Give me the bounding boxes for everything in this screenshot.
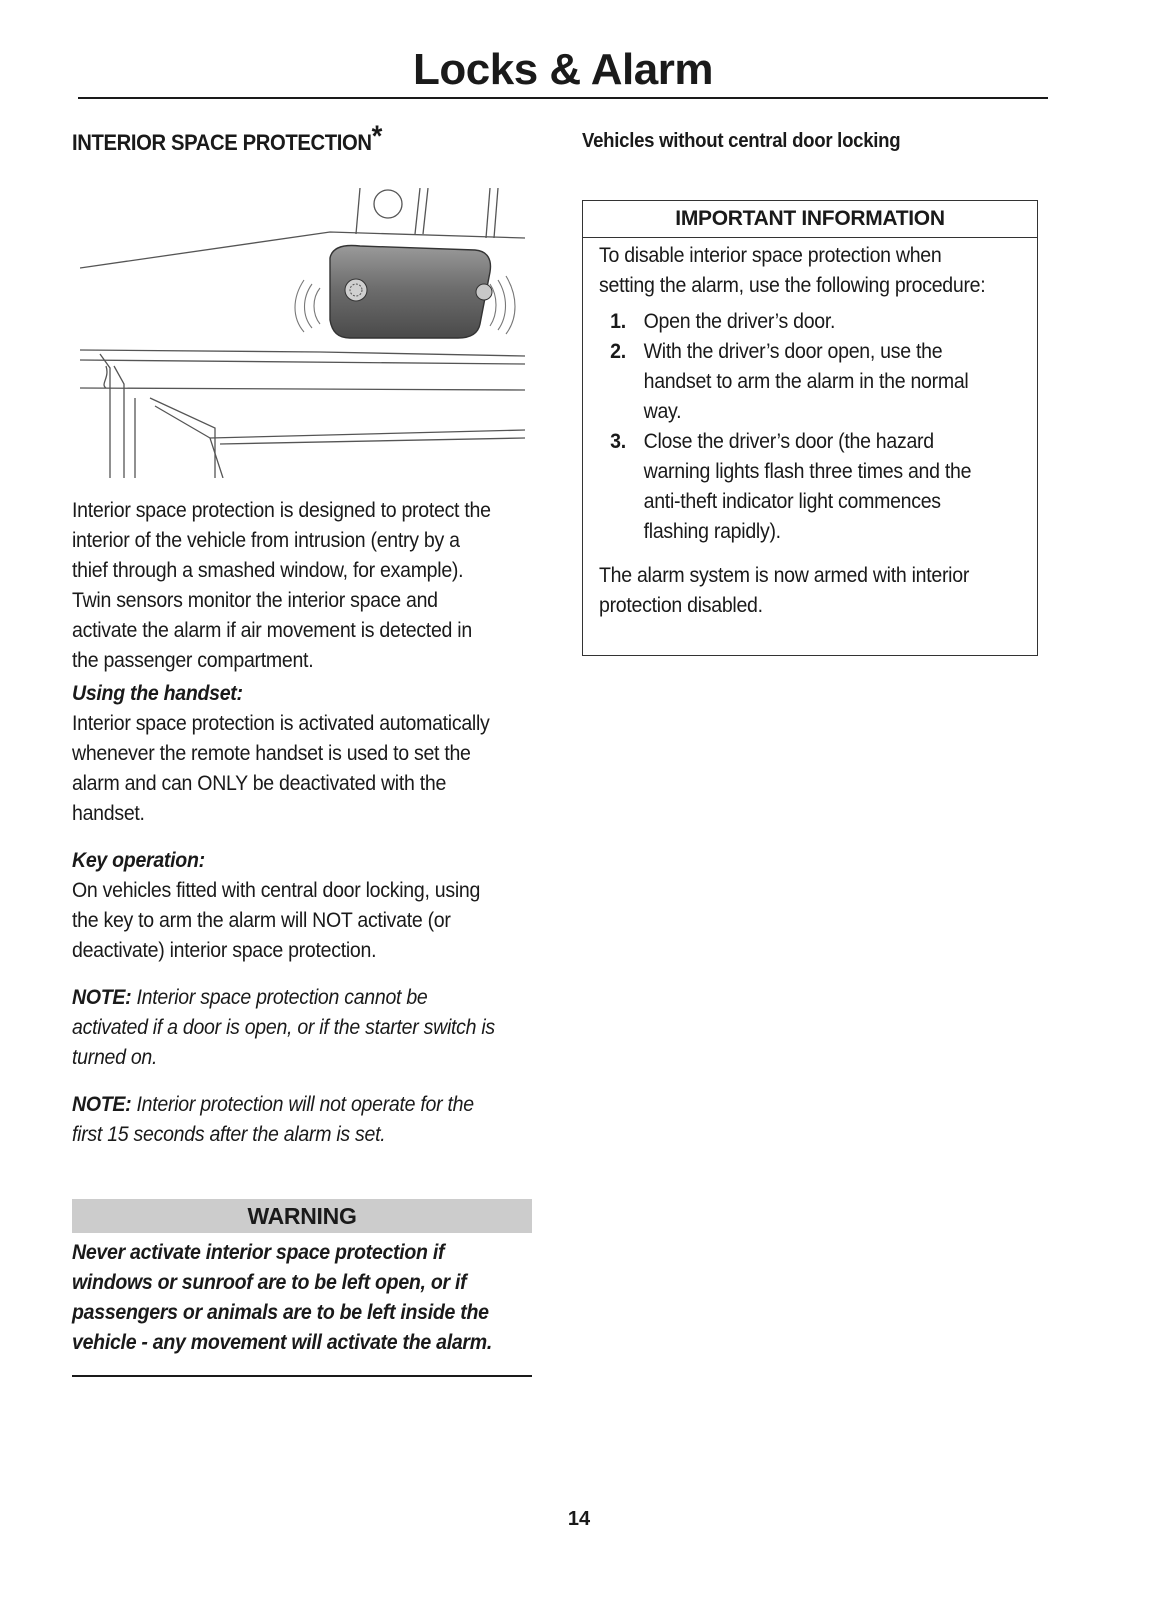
procedure-step: 2. With the driver’s door open, use the handset to arm the alarm in the normal way. (599, 337, 990, 427)
right-heading: Vehicles without central door locking (582, 130, 901, 152)
note-door-open: NOTE: Interior space protection cannot be activated if a door is open, or if the starter switch is turned on. (72, 986, 495, 1069)
warning-rule (72, 1375, 532, 1377)
page-title: Locks & Alarm (413, 45, 713, 94)
key-section (72, 846, 500, 966)
note-label: NOTE: (72, 986, 132, 1009)
section-heading: INTERIOR SPACE PROTECTION* (72, 120, 383, 155)
handset-section (72, 679, 500, 829)
info-box-body (599, 241, 990, 621)
info-box-title: IMPORTANT INFORMATION (583, 201, 1037, 238)
important-information-box (582, 200, 1038, 656)
warning-heading: WARNING (72, 1199, 532, 1233)
handset-heading: Using the handset: (72, 682, 243, 705)
info-box-intro: To disable interior space protection when setting the alarm, use the following procedure: (599, 244, 986, 297)
step-number: 3. (610, 430, 626, 453)
right-column (582, 126, 1038, 617)
key-paragraph: On vehicles fitted with central door locking, using the key to arm the alarm will NOT activate (or deactivate) interior space protection. (72, 879, 481, 962)
handset-paragraph: Interior space protection is activated automatically whenever the remote handset is used to set the alarm and can ONLY be deactivated with the handset. (72, 712, 490, 825)
step-number: 2. (610, 340, 626, 363)
key-heading: Key operation: (72, 849, 205, 872)
interior-sensor-illustration (80, 188, 525, 478)
procedure-steps (599, 307, 990, 547)
step-number: 1. (610, 310, 626, 333)
page-number: 14 (567, 1508, 591, 1530)
procedure-step: 3. Close the driver’s door (the hazard warning lights flash three times and the anti-theft indicator light commences flashing rapidly). (599, 427, 990, 547)
optional-feature-asterisk: * (371, 120, 383, 153)
intro-paragraph: Interior space protection is designed to protect the interior of the vehicle from intrusion (entry by a thief through a smashed window, for example). Twin sensors monitor the interior space and activate the alarm if air movement is detected in the passenger compartment. (72, 499, 491, 672)
procedure-step: 1. Open the driver’s door. (599, 307, 990, 337)
left-column (72, 120, 532, 1354)
info-box-closing: The alarm system is now armed with interior protection disabled. (599, 564, 970, 617)
warning-text: Never activate interior space protection if windows or sunroof are to be left open, or if passengers or animals are to be left inside the vehicle - any movement will activate the alarm. (72, 1241, 492, 1354)
note-label: NOTE: (72, 1093, 132, 1116)
title-rule (78, 97, 1048, 99)
note-delay: NOTE: Interior protection will not operate for the first 15 seconds after the alarm is set. (72, 1093, 474, 1146)
